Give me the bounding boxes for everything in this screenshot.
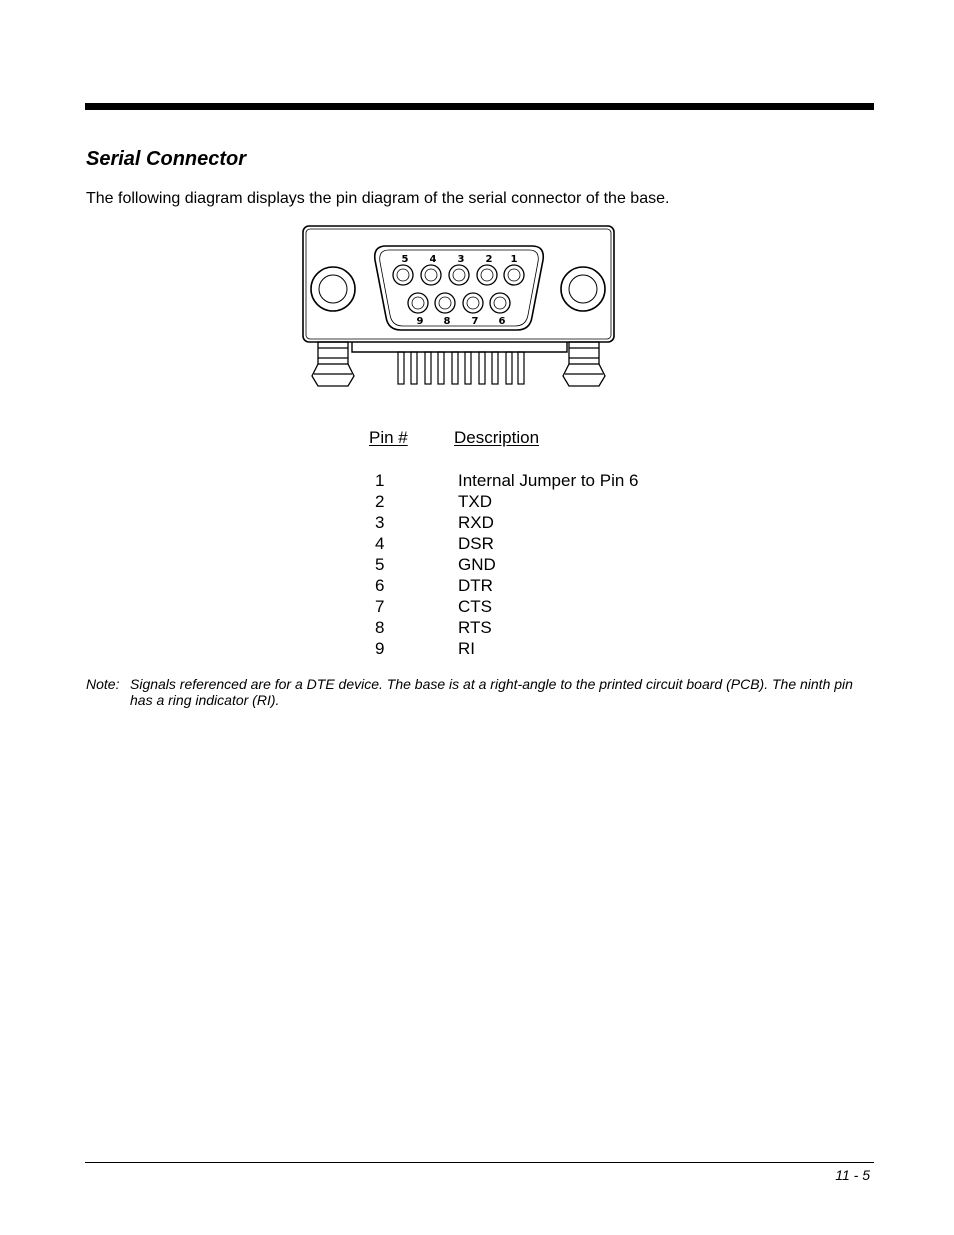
pin-number: 8 xyxy=(375,618,385,637)
pin-description-table xyxy=(369,428,689,658)
pin-description: TXD xyxy=(458,492,492,511)
table-header xyxy=(369,428,689,452)
pin-description: DTR xyxy=(458,576,493,595)
right-mounting-post xyxy=(563,342,605,386)
pin-hole-8 xyxy=(435,293,455,313)
header-rule xyxy=(85,103,874,110)
pin-hole-3 xyxy=(449,265,469,285)
pin-number: 9 xyxy=(375,639,385,658)
pin-hole-4 xyxy=(421,265,441,285)
pin-number: 5 xyxy=(375,555,385,574)
page-number: 11 - 5 xyxy=(835,1167,870,1183)
pin-number: 3 xyxy=(375,513,385,532)
table-row xyxy=(369,575,689,596)
serial-connector-diagram xyxy=(300,223,618,388)
table-body xyxy=(369,470,689,659)
pin-label-3: 3 xyxy=(457,254,465,265)
pin-label-2: 2 xyxy=(485,254,493,265)
pin-description: GND xyxy=(458,555,496,574)
top-pin-row xyxy=(393,265,524,285)
section-title: Serial Connector xyxy=(86,148,247,170)
pin-description: RI xyxy=(458,639,475,658)
pin-description: Internal Jumper to Pin 6 xyxy=(458,471,639,490)
pin-hole-2 xyxy=(477,265,497,285)
footer-rule xyxy=(85,1162,874,1163)
pcb-leads xyxy=(398,352,524,384)
pin-number: 1 xyxy=(375,471,385,490)
pin-hole-9 xyxy=(408,293,428,313)
pin-description: RXD xyxy=(458,513,494,532)
pin-description: RTS xyxy=(458,618,492,637)
pin-label-6: 6 xyxy=(498,316,506,327)
pin-label-5: 5 xyxy=(401,254,409,265)
intro-paragraph: The following diagram displays the pin diagram of the serial connector of the base. xyxy=(86,190,670,207)
table-row xyxy=(369,638,689,659)
pin-description: CTS xyxy=(458,597,492,616)
bottom-pin-row xyxy=(408,293,510,313)
pin-number: 4 xyxy=(375,534,385,553)
note-label: Note: xyxy=(86,676,120,692)
pin-number: 7 xyxy=(375,597,385,616)
pin-label-1: 1 xyxy=(510,254,518,265)
left-mounting-hole xyxy=(311,267,355,311)
pin-number: 6 xyxy=(375,576,385,595)
connector-shell xyxy=(303,226,614,342)
note-text: Signals referenced are for a DTE device. The base is at a right-angle to the printed circuit board (PCB). The ninth pin has a ring indicator (RI). xyxy=(130,676,853,708)
pin-label-9: 9 xyxy=(416,316,424,327)
pin-hole-5 xyxy=(393,265,413,285)
table-row xyxy=(369,512,689,533)
table-row xyxy=(369,617,689,638)
pin-hole-6 xyxy=(490,293,510,313)
table-row xyxy=(369,596,689,617)
connector-base xyxy=(352,342,567,352)
table-row xyxy=(369,470,689,491)
header-pin: Pin # xyxy=(369,428,408,447)
pin-label-8: 8 xyxy=(443,316,451,327)
table-row xyxy=(369,491,689,512)
left-mounting-post xyxy=(312,342,354,386)
right-mounting-hole xyxy=(561,267,605,311)
pin-hole-7 xyxy=(463,293,483,313)
header-description: Description xyxy=(454,428,540,447)
pin-label-7: 7 xyxy=(471,316,479,327)
pin-number: 2 xyxy=(375,492,385,511)
pin-description: DSR xyxy=(458,534,494,553)
table-row xyxy=(369,533,689,554)
pin-label-4: 4 xyxy=(429,254,437,265)
table-row xyxy=(369,554,689,575)
pin-hole-1 xyxy=(504,265,524,285)
